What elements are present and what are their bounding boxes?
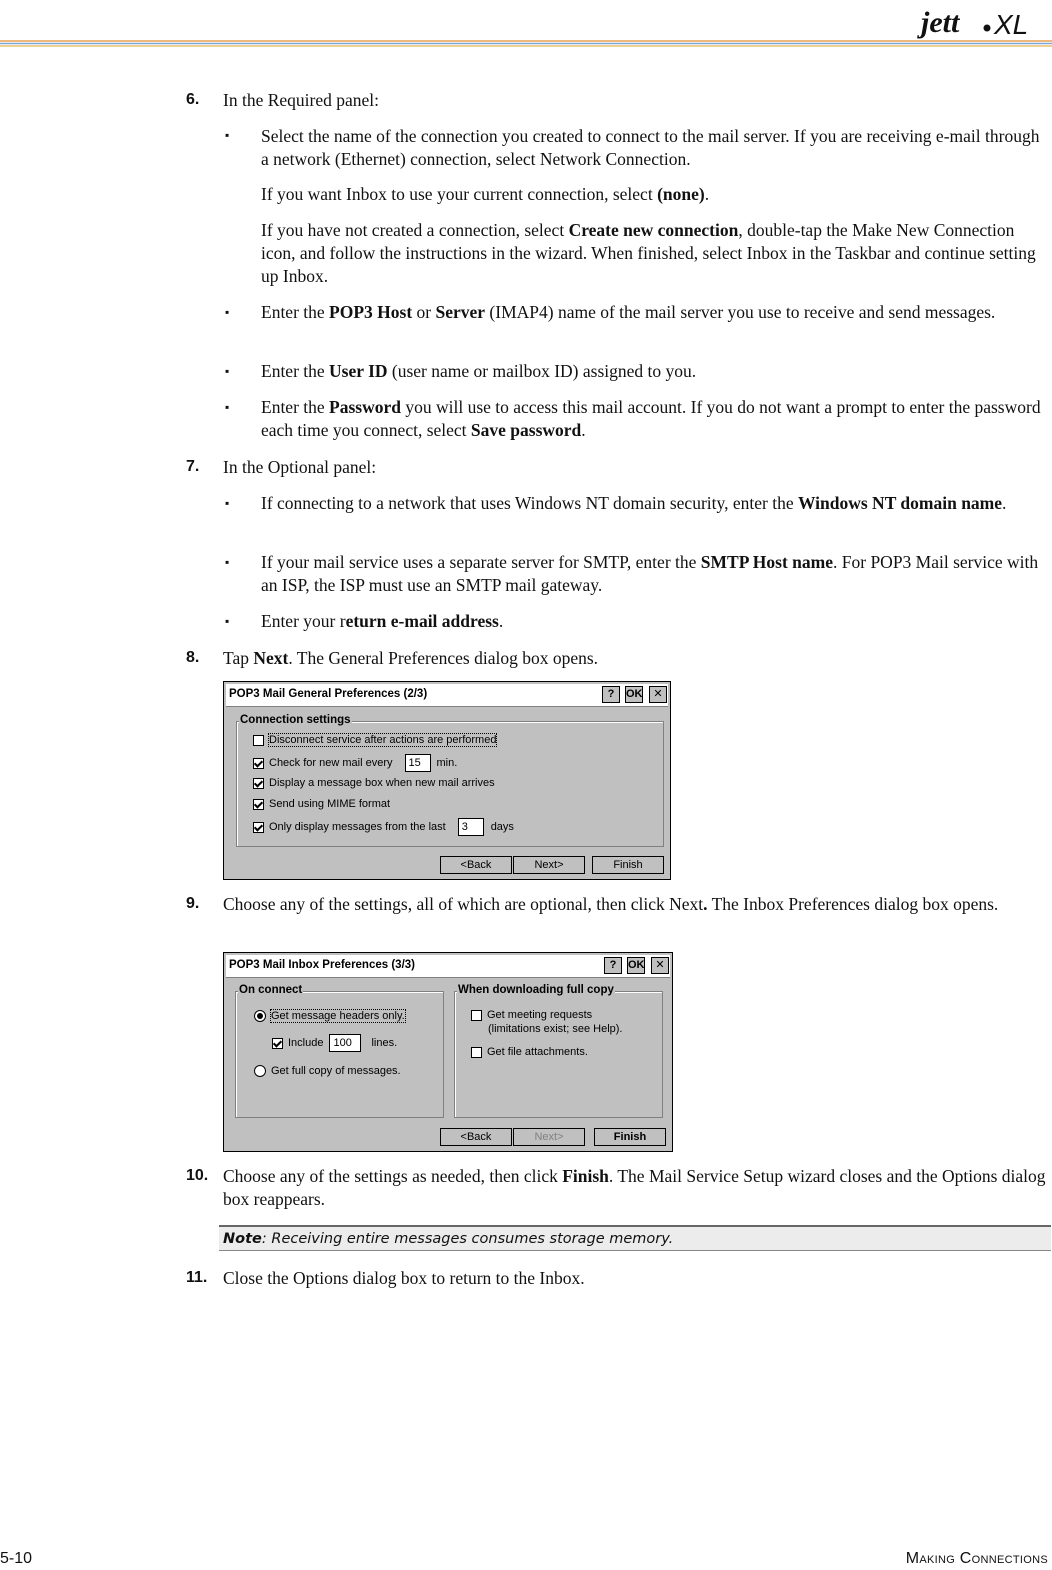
- step-text: Choose any of the settings, all of which are optional, then click Next. The Inbox Preferences dialog box opens.: [223, 894, 999, 914]
- bullet-text: Enter the User ID (user name or mailbox ID) assigned to you.: [261, 361, 697, 381]
- step-text: In the Optional panel:: [223, 457, 377, 477]
- title-bar: [226, 684, 668, 707]
- note-text: : Receiving entire messages consumes storage memory.: [261, 1231, 674, 1247]
- checkbox[interactable]: [253, 758, 264, 769]
- back-button[interactable]: <Back: [440, 856, 512, 874]
- display-message-option[interactable]: Display a message box when new mail arrives: [253, 777, 495, 789]
- general-preferences-dialog: [223, 681, 671, 880]
- header-rule: [0, 40, 1052, 50]
- svg-text:jett: jett: [921, 6, 960, 39]
- step-text: Close the Options dialog box to return to the Inbox.: [223, 1268, 585, 1288]
- bullet: ▪: [225, 555, 230, 569]
- paragraph: If you want Inbox to use your current connection, select (none).: [261, 184, 710, 204]
- radio-button[interactable]: [254, 1010, 266, 1022]
- step-number: 6.: [186, 91, 200, 108]
- group-label: When downloading full copy: [458, 984, 614, 996]
- title-bar: [226, 955, 670, 978]
- bullet-text: Enter your return e-mail address.: [261, 611, 504, 631]
- inbox-preferences-dialog: [223, 952, 673, 1152]
- bullet: ▪: [225, 614, 230, 628]
- bullet-text: Enter the Password you will use to access this mail account. If you do not want a prompt to enter the password each time you connect, select Save password.: [261, 397, 1041, 440]
- note-box: [219, 1225, 1051, 1251]
- page-number: 5-10: [0, 1550, 33, 1567]
- bullet-text: Enter the POP3 Host or Server (IMAP4) name of the mail server you use to receive and send messages.: [261, 302, 996, 322]
- headers-only-option[interactable]: Get message headers only.: [254, 1010, 405, 1022]
- next-button[interactable]: Next>: [513, 856, 585, 874]
- jett-xl-logo: [861, 2, 1046, 42]
- section-title: Making Connections: [905, 1550, 1048, 1567]
- step-number: 7.: [186, 458, 200, 475]
- dialog-title: POP3 Mail Inbox Preferences (3/3): [229, 959, 415, 971]
- on-connect-group: [235, 984, 444, 1118]
- check-mail-option[interactable]: Check for new mail every 15 min.: [253, 754, 457, 772]
- finish-button[interactable]: Finish: [594, 1128, 666, 1146]
- checkbox[interactable]: [253, 822, 264, 833]
- dialog-title: POP3 Mail General Preferences (2/3): [229, 688, 428, 700]
- paragraph: If you have not created a connection, select Create new connection, double-tap the Make New Connection icon, and follow the instructions in the wizard. When finished, select Inbox in the Taskbar and continue setting up Inbox.: [261, 220, 1036, 286]
- days-field[interactable]: 3: [458, 818, 484, 836]
- step-number: 11.: [186, 1269, 208, 1286]
- lines-field[interactable]: 100: [329, 1034, 361, 1052]
- interval-field[interactable]: 15: [405, 754, 431, 772]
- bullet: ▪: [225, 305, 230, 319]
- ok-button[interactable]: OK: [627, 957, 645, 974]
- bullet: ▪: [225, 128, 230, 142]
- meeting-requests-option[interactable]: Get meeting requests: [471, 1009, 592, 1021]
- radio-button[interactable]: [254, 1065, 266, 1077]
- step-text: Choose any of the settings as needed, then click Finish. The Mail Service Setup wizard closes and the Options dialog box reappears.: [223, 1166, 1046, 1209]
- back-button[interactable]: <Back: [440, 1128, 512, 1146]
- note-label: Note: [223, 1231, 262, 1247]
- help-button[interactable]: ?: [602, 686, 620, 703]
- checkbox[interactable]: [471, 1047, 482, 1058]
- svg-text:XL: XL: [994, 9, 1029, 40]
- finish-button[interactable]: Finish: [592, 856, 664, 874]
- step-number: 8.: [186, 649, 200, 666]
- step-text: In the Required panel:: [223, 90, 379, 110]
- group-label: Connection settings: [240, 714, 351, 726]
- include-option[interactable]: Include 100 lines.: [272, 1034, 397, 1052]
- bullet-text: If connecting to a network that uses Windows NT domain security, enter the Windows NT domain name.: [261, 493, 1007, 513]
- connection-settings-group: [236, 714, 664, 847]
- mime-option[interactable]: Send using MIME format: [253, 798, 390, 810]
- full-copy-group: [454, 984, 663, 1118]
- bullet: ▪: [225, 496, 230, 510]
- help-button[interactable]: ?: [604, 957, 622, 974]
- next-button[interactable]: Next>: [513, 1128, 585, 1146]
- attachments-option[interactable]: Get file attachments.: [471, 1046, 588, 1058]
- group-label: On connect: [239, 984, 303, 996]
- bullet-text: If your mail service uses a separate server for SMTP, enter the SMTP Host name. For POP3 Mail service with an ISP, the ISP must use an SMTP mail gateway.: [261, 552, 1039, 595]
- close-button[interactable]: ✕: [651, 957, 669, 974]
- step-number: 9.: [186, 895, 200, 912]
- checkbox[interactable]: [471, 1010, 482, 1021]
- checkbox[interactable]: [253, 799, 264, 810]
- checkbox[interactable]: [272, 1038, 283, 1049]
- disconnect-option[interactable]: Disconnect service after actions are performed: [253, 734, 496, 746]
- bullet-text: Select the name of the connection you created to connect to the mail server. If you are receiving e-mail through a network (Ethernet) connection, select Network Connection.: [261, 126, 1040, 169]
- bullet: ▪: [225, 400, 230, 414]
- meeting-note: (limitations exist; see Help).: [488, 1023, 623, 1035]
- full-copy-option[interactable]: Get full copy of messages.: [254, 1065, 401, 1077]
- checkbox[interactable]: [253, 778, 264, 789]
- bullet: ▪: [225, 364, 230, 378]
- ok-button[interactable]: OK: [625, 686, 643, 703]
- only-display-option[interactable]: Only display messages from the last 3 days: [253, 818, 514, 836]
- step-number: 10.: [186, 1167, 209, 1184]
- close-button[interactable]: ✕: [649, 686, 667, 703]
- checkbox[interactable]: [253, 735, 264, 746]
- step-text: Tap Next. The General Preferences dialog box opens.: [223, 648, 599, 668]
